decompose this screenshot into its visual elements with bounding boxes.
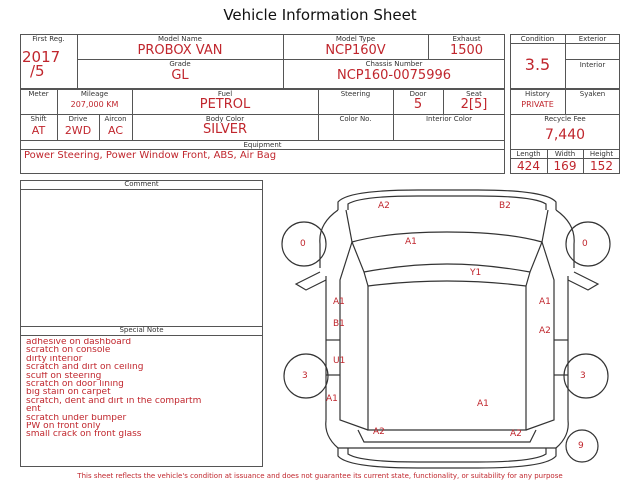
front-right-wheel-label: 0 (582, 239, 588, 249)
shift-value: AT (31, 124, 46, 137)
seat-value: 2[5] (460, 97, 488, 112)
exhaust-value: 1500 (449, 43, 484, 58)
front-bumper-left-label: A2 (378, 201, 390, 211)
grade-value: GL (171, 68, 189, 83)
condition-value: 3.5 (524, 55, 551, 74)
fuel-label: Fuel (217, 90, 233, 98)
equipment-label: Equipment (243, 141, 282, 149)
length-value: 424 (517, 159, 540, 173)
width-label: Width (554, 150, 576, 158)
rear-bumper-right-label: A2 (510, 429, 522, 439)
model-name-value: PROBOX VAN (137, 43, 223, 58)
history-label: History (525, 90, 550, 98)
note-line: scratch and dirt on ceiling (26, 363, 144, 372)
mileage-value: 207,000 KM (70, 100, 119, 109)
roof-outline (368, 286, 526, 430)
special-note-label: Special Note (119, 326, 164, 334)
first-reg-label: First Reg. (32, 35, 65, 43)
right-front-door-label: A2 (539, 326, 551, 336)
note-line: scratch, dent and dirt in the compartm (26, 396, 202, 406)
note-line: PW on front only (26, 422, 101, 431)
left-rear-door-label: U1 (333, 356, 346, 366)
windshield-lower (364, 272, 530, 286)
body-color-label: Body Color (205, 115, 245, 123)
exhaust-label: Exhaust (452, 35, 481, 43)
left-rear-quarter-label: A1 (326, 394, 338, 404)
left-front-door-label: B1 (333, 319, 345, 329)
front-bumper-outline (338, 190, 556, 210)
rear-right-wheel-label: 3 (580, 371, 586, 381)
rear-left-wheel-label: 3 (302, 371, 308, 381)
recycle-fee-value: 7,440 (544, 127, 586, 143)
right-front-fender-label: A1 (539, 297, 551, 307)
divider (565, 59, 620, 60)
special-note-list (26, 338, 264, 439)
chassis-number-value: NCP160-0075996 (336, 68, 452, 83)
rear-bumper-inner (348, 448, 546, 462)
tailgate-label: A1 (477, 399, 489, 409)
door-value: 5 (413, 97, 423, 112)
seat-label: Seat (466, 90, 482, 98)
divider (20, 189, 263, 190)
height-label: Height (589, 150, 614, 158)
note-line: scuff on steering (26, 371, 102, 381)
exterior-label: Exterior (578, 35, 607, 43)
rear-bumper-left-label: A2 (373, 427, 385, 437)
car-diagram (268, 180, 620, 472)
note-line: big stain on carpet (26, 388, 111, 397)
disclaimer-footer: This sheet reflects the vehicle's condition at issuance and does not guarantee its current state, functionality, or suitability for any purpose (77, 472, 563, 480)
right-mirror (568, 272, 598, 290)
spare-label: 9 (578, 441, 584, 451)
left-mirror (296, 272, 326, 290)
model-name-label: Model Name (158, 35, 202, 43)
front-left-wheel-label: 0 (300, 239, 306, 249)
first-reg-year: 2017 (22, 48, 61, 66)
model-type-label: Model Type (335, 35, 376, 43)
model-type-value: NCP160V (325, 43, 386, 58)
chassis-number-label: Chassis Number (365, 60, 423, 68)
note-line: dirty interior (26, 354, 83, 364)
aircon-label: Aircon (104, 115, 127, 123)
rear-left-arch (326, 420, 338, 448)
page-title: Vehicle Information Sheet (223, 6, 417, 24)
body-color-value: SILVER (202, 122, 248, 137)
rear-bumper-outline (338, 448, 556, 468)
door-label: Door (409, 90, 427, 98)
note-line: scratch on console (26, 346, 111, 355)
front-bumper-right-label: B2 (499, 201, 511, 211)
equipment-value: Power Steering, Power Window Front, ABS, Air Bag (24, 150, 277, 161)
note-line: scratch under bumper (26, 413, 127, 423)
length-label: Length (516, 150, 541, 158)
note-line: scratch on door lining (26, 380, 124, 389)
note-line: small crack on front glass (26, 430, 142, 439)
aircon-value: AC (107, 124, 123, 137)
first-reg-month: /5 (30, 62, 45, 80)
meter-label: Meter (28, 90, 49, 98)
drive-value: 2WD (64, 124, 92, 137)
windshield-label: Y1 (470, 268, 482, 278)
shift-label: Shift (30, 115, 47, 123)
fuel-value: PETROL (199, 97, 251, 112)
note-line: ent (26, 405, 41, 414)
interior-label: Interior (579, 61, 606, 69)
note-line: adhesive on dashboard (26, 338, 132, 347)
condition-label: Condition (520, 35, 555, 43)
mileage-label: Mileage (80, 90, 109, 98)
interior-color-label: Interior Color (425, 115, 473, 123)
height-value: 152 (590, 159, 613, 173)
syaken-label: Syaken (579, 90, 606, 98)
grade-label: Grade (169, 60, 191, 68)
bonnet-outline (346, 210, 548, 242)
rear-right-wheel-circle (564, 354, 608, 398)
history-value: PRIVATE (521, 100, 554, 109)
drive-label: Drive (68, 115, 88, 123)
color-no-label: Color No. (339, 115, 372, 123)
front-right-wheel-circle (566, 222, 610, 266)
left-front-fender-label: A1 (333, 297, 345, 307)
width-value: 169 (553, 159, 577, 173)
front-left-arch (320, 210, 338, 268)
windshield-outline (352, 242, 542, 272)
bonnet-label: A1 (405, 237, 417, 247)
recycle-fee-label: Recycle Fee (544, 115, 586, 123)
comment-label: Comment (124, 180, 159, 188)
divider (20, 335, 263, 336)
steering-label: Steering (340, 90, 371, 98)
